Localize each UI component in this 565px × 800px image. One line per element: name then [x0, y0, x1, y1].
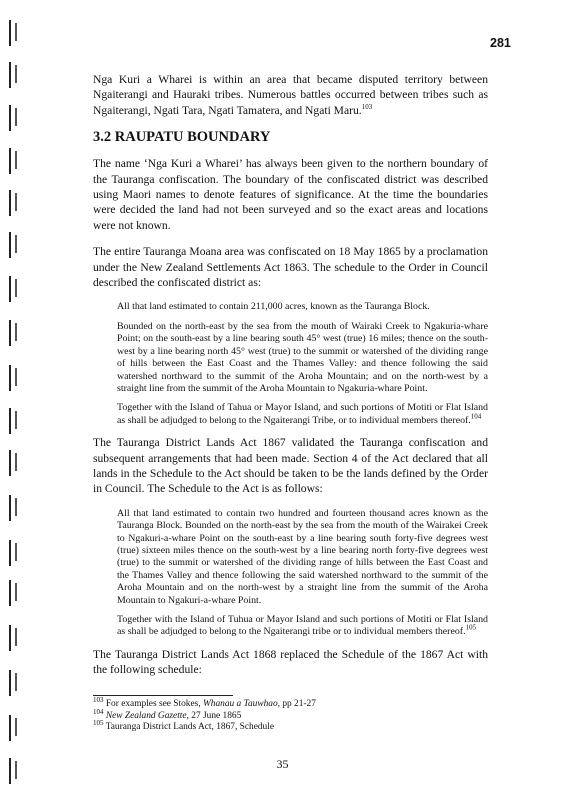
footnote-rule: [93, 695, 233, 696]
footnote-104: [93, 707, 488, 723]
binding-hole-mark: [6, 190, 20, 216]
paragraph-name: The name ‘Nga Kuri a Wharei’ has always been given to the northern boundary of the Tauranga confiscation. The boundary of the confiscated district was described using Maori names to denote features of significance. At the time the boundaries were decided the land had not been surveyed and so the exact areas and locations were not known.: [93, 157, 488, 232]
paragraph-confiscation: The entire Tauranga Moana area was confiscated on 18 May 1865 by a proclamation under the New Zealand Settlements Act 1863. The schedule to the Order in Council described the confiscated district as:: [93, 245, 488, 290]
intro-paragraph: [93, 72, 488, 118]
binding-hole-mark: [6, 495, 20, 521]
binding-hole-mark: [6, 62, 20, 88]
footnotes: [93, 695, 488, 734]
quote-text: Together with the Island of Tahua or Mayor Island, and such portions of Motiti or Flat Island as shall be adjudged to belong to the Ngaiterangi Tribe, or to individual members thereof.: [117, 402, 488, 426]
binding-hole-mark: [6, 105, 20, 131]
footnote-number: 104: [93, 707, 104, 716]
binding-hole-mark: [6, 276, 20, 302]
footnote-ref: 103: [361, 102, 373, 111]
quote-paragraph: [117, 614, 488, 639]
footnote-title: New Zealand Gazette: [105, 710, 187, 721]
section-heading: 3.2 RAUPATU BOUNDARY: [93, 129, 271, 146]
binding-hole-mark: [6, 670, 20, 696]
footnote-text: Tauranga District Lands Act, 1867, Schedule: [105, 722, 274, 732]
page-number-bottom: 35: [276, 757, 289, 771]
binding-hole-mark: [6, 715, 20, 741]
binding-hole-mark: [6, 540, 20, 566]
footnote-text: , 27 June 1865: [186, 710, 242, 721]
binding-hole-mark: [6, 365, 20, 391]
quote-paragraph: All that land estimated to contain two hundred and fourteen thousand acres known as the Tauranga Block. Bounded on the north-east by the sea from the mouth of the Wairakei Creek to Ngakuri-a-whare Point on the south-east by a line bearing south forty-five degrees west (true) sixteen miles thence on the south-west by a line bearing north forty-five degrees west (true) to the summit or watershed of the dividing range of hills between the East Coast and the Thames Valley and thence following the said watershed northward to the summit of the Aroha Mountain and on the north-west by a straight line from the summit of the Aroha Mountain to Ngakuri-a-whare Point.: [117, 507, 488, 606]
footnote-ref: 105: [465, 624, 477, 633]
page-body: [93, 72, 488, 689]
footnote-title: Whanau a Tauwhao: [202, 699, 278, 709]
binding-hole-mark: [6, 232, 20, 258]
binder-edge: [6, 20, 26, 790]
block-quote-1867-schedule: [117, 508, 488, 639]
footnote-105: [93, 718, 488, 734]
binding-hole-mark: [6, 580, 20, 606]
intro-text: Nga Kuri a Wharei is within an area that became disputed territory between Ngaiterangi and Hauraki tribes. Numerous battles occurred between tribes such as Ngaiterangi, Ngati Tara, Ngati Tamatera, and Ngati Maru.: [93, 73, 488, 117]
binding-hole-mark: [6, 148, 20, 174]
quote-text: Together with the Island of Tuhua or Mayor Island and such portions of Motiti or Flat Island as shall be adjudged to belong to the Ngaiterangi tribe or to individual members thereof.: [117, 614, 488, 638]
quote-paragraph: [117, 402, 488, 427]
binding-hole-mark: [6, 20, 20, 46]
binding-hole-mark: [6, 625, 20, 651]
footnote-number: 105: [93, 718, 104, 727]
footnote-103: [93, 695, 488, 711]
footnote-text: For examples see Stokes,: [105, 699, 203, 709]
block-quote-order-in-council: [117, 301, 488, 427]
binding-hole-mark: [6, 408, 20, 434]
footnote-ref: 104: [470, 412, 482, 421]
quote-paragraph: Bounded on the north-east by the sea from the mouth of Wairaki Creek to Ngakuria-whare Point; on the south-east by a line bearing south 45° west (true) 16 miles; thence on the south-west by a line bearing north 45° west (true) to the summit or watershed of the dividing range of hills between the East Coast and the Thames Valley: and thence following the said watershed northward to the summit of the Aroha Mountain; and on the north-west by a straight line from the summit of the Aroha Mountain to Ngakuria-whare Point.: [117, 320, 488, 394]
binding-hole-mark: [6, 320, 20, 346]
quote-paragraph: All that land estimated to contain 211,000 acres, known as the Tauranga Block.: [117, 301, 430, 313]
page-number-top: 281: [490, 36, 511, 50]
footnote-text: , pp 21-27: [277, 699, 316, 709]
footnote-number: 103: [93, 695, 104, 704]
paragraph-1868-act: The Tauranga District Lands Act 1868 replaced the Schedule of the 1867 Act with the following schedule:: [93, 647, 488, 677]
binding-hole-mark: [6, 450, 20, 476]
paragraph-1867-act: The Tauranga District Lands Act 1867 validated the Tauranga confiscation and subsequent arrangements that had been made. Section 4 of the Act declared that all lands in the Schedule to the Act should be taken to be the lands defined by the Order in Council. The Schedule to the Act is as follows:: [93, 436, 488, 496]
